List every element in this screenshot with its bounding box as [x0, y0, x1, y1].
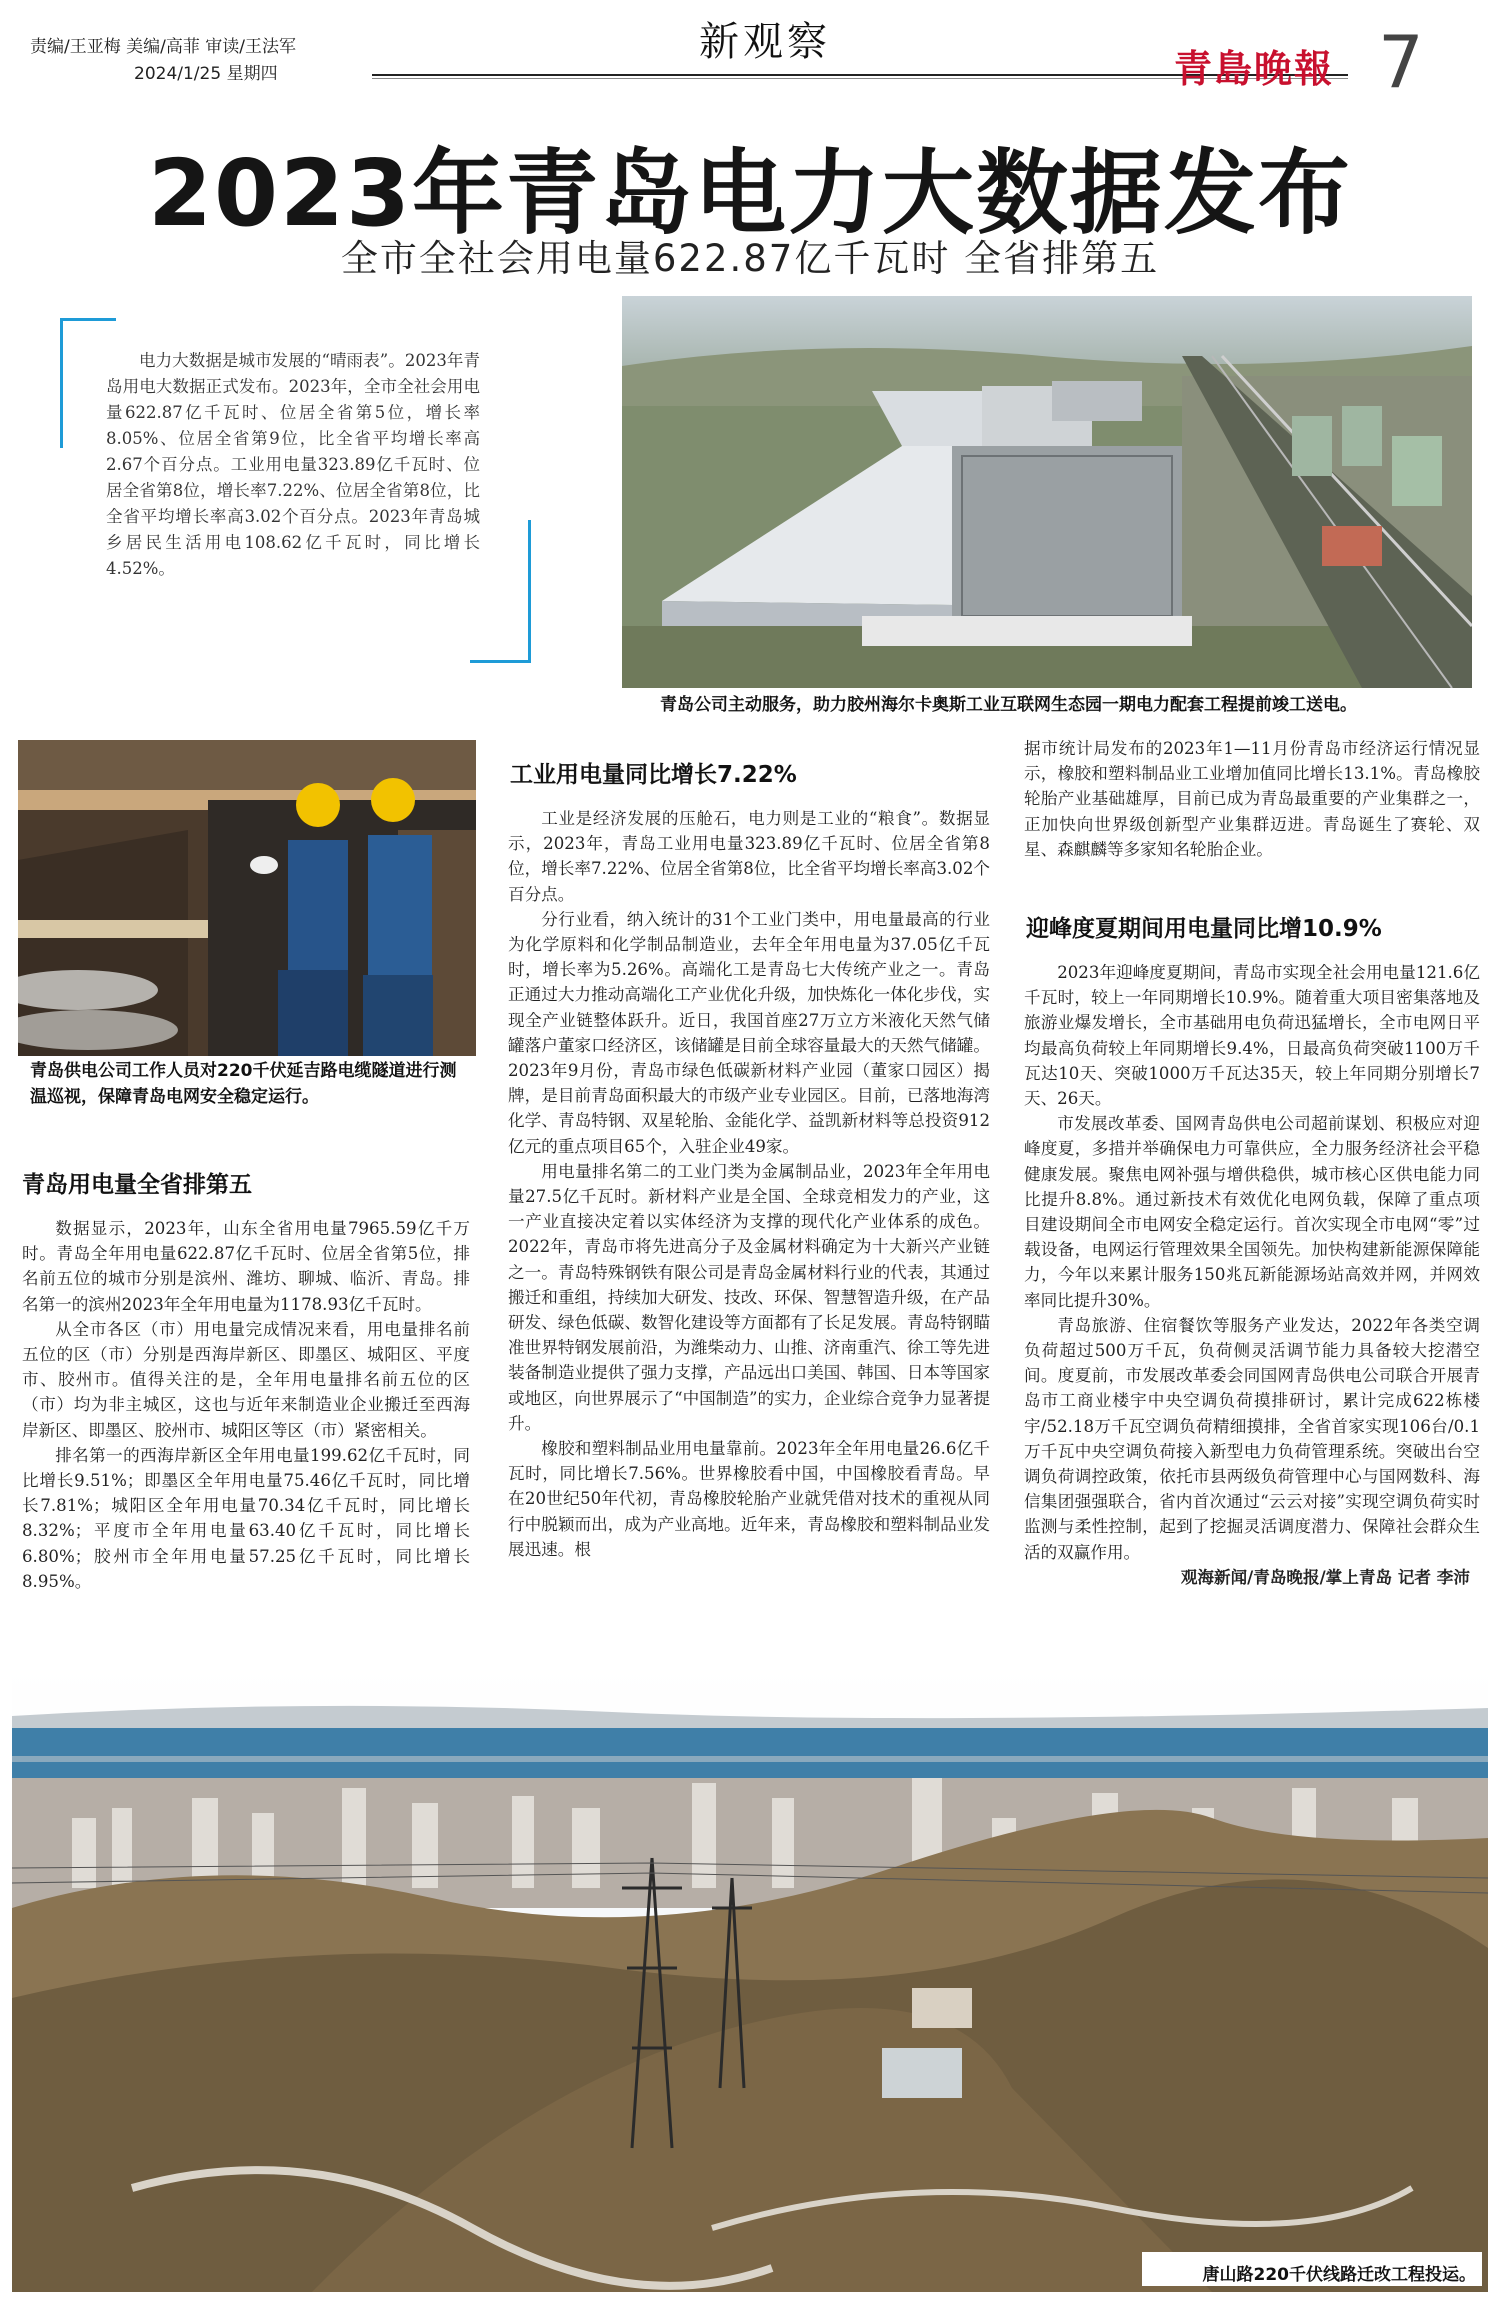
byline: 观海新闻/青岛晚报/掌上青岛 记者 李沛 [1180, 1567, 1470, 1587]
paragraph: 从全市各区（市）用电量完成情况来看，用电量排名前五位的区（市）分别是西海岸新区、即墨区、城阳区、平度市、胶州市。值得关注的是，全年用电量排名前五位的区（市）均为非主城区，这也与近年来制造业企业搬迁至西海岸新区、即墨区、胶州市、城阳区等区（市）紧密相关。 [22, 1319, 470, 1440]
caption-city-panorama: 唐山路220千伏线路迁改工程投运。 [1202, 2265, 1476, 2285]
page-number: 7 [1378, 20, 1424, 104]
lead-frame-top-left [60, 318, 63, 448]
paragraph: 2023年迎峰度夏期间，青岛市实现全社会用电量121.6亿千瓦时，较上一年同期增长10.9%。随着重大项目密集落地及旅游业爆发增长，全市基础用电负荷迅猛增长，全市电网日平均最高负荷较上年同期增长9.4%，日最高负荷突破1100万千瓦达10天、突破1000万千瓦达35天，较上年同期分别增长7天、26天。 [1024, 963, 1480, 1109]
paragraph: 据市统计局发布的2023年1—11月份青岛市经济运行情况显示，橡胶和塑料制品业工业增加值同比增长13.1%。青岛橡胶轮胎产业基础雄厚，目前已成为青岛最重要的产业集群之一，正加快向世界级创新型产业集群迈进。青岛诞生了赛轮、双星、森麒麟等多家知名轮胎企业。 [1024, 739, 1480, 859]
caption-industrial-park: 青岛公司主动服务，助力胶州海尔卡奥斯工业互联网生态园一期电力配套工程提前竣工送电。 [660, 695, 1357, 715]
photo-cable-tunnel [18, 740, 476, 1056]
article-column-right [1024, 960, 1480, 1590]
caption-cable-tunnel: 青岛供电公司工作人员对220千伏延吉路电缆隧道进行测温巡视，保障青岛电网安全稳定运行。 [30, 1061, 457, 1107]
masthead-meta [30, 34, 296, 88]
section-title-summer-peak: 迎峰度夏期间用电量同比增10.9% [1026, 916, 1382, 942]
paragraph: 青岛旅游、住宿餐饮等服务产业发达，2022年各类空调负荷超过500万千瓦，负荷侧灵活调节能力具备较大挖潜空间。度夏前，市发展改革委会同国网青岛供电公司联合开展青岛市工商业楼宇中央空调负荷摸排研讨，累计完成622栋楼宇/52.18万千瓦空调负荷精细摸排，全省首家实现106台/0.1万千瓦中央空调负荷接入新型电力负荷管理系统。突破出台空调负荷调控政策，依托市县两级负荷管理中心与国网数科、海信集团强强联合，省内首次通过“云云对接”实现空调负荷实时监测与柔性控制，起到了挖掘灵活调度潜力、保障社会群众生活的双赢作用。 [1024, 1315, 1480, 1562]
lead-paragraph: 电力大数据是城市发展的“晴雨表”。2023年青岛用电大数据正式发布。2023年，全市全社会用电量622.87亿千瓦时、位居全省第5位，增长率8.05%、位居全省第9位，比全省平均增长率高2.67个百分点。工业用电量323.89亿千瓦时、位居全省第8位，增长率7.22%、位居全省第8位，比全省平均增长率高3.02个百分点。2023年青岛城乡居民生活用电108.62亿千瓦时，同比增长4.52%。 [106, 351, 480, 578]
section-name: 新观察 [699, 19, 831, 65]
paragraph: 排名第一的西海岸新区全年用电量199.62亿千瓦时，同比增长9.51%；即墨区全年用电量75.46亿千瓦时，同比增长7.81%；城阳区全年用电量70.34亿千瓦时，同比增长8.32%；平度市全年用电量63.40亿千瓦时，同比增长6.80%；胶州市全年用电量57.25亿千瓦时，同比增长8.95%。 [22, 1445, 470, 1591]
newspaper-logo: 青島晚報 [1174, 46, 1335, 91]
lead-frame-top-edge [60, 318, 116, 321]
article-column-left [22, 1216, 470, 1594]
section-title-industrial: 工业用电量同比增长7.22% [510, 762, 797, 788]
headline: 2023年青岛电力大数据发布 [147, 140, 1353, 247]
lead-frame-bottom-edge [470, 660, 531, 663]
paragraph: 工业是经济发展的压舱石，电力则是工业的“粮食”。数据显示，2023年，青岛工业用电量323.89亿千瓦时、位居全省第8位，增长率7.22%、位居全省第8位，比全省平均增长率高3.02个百分点。 [508, 809, 990, 904]
section-title-rank: 青岛用电量全省排第五 [22, 1172, 252, 1198]
paragraph: 橡胶和塑料制品业用电量靠前。2023年全年用电量26.6亿千瓦时，同比增长7.56%。世界橡胶看中国，中国橡胶看青岛。早在20世纪50年代初，青岛橡胶轮胎产业就凭借对技术的重视从同行中脱颖而出，成为产业高地。近年来，青岛橡胶和塑料制品业发展迅速。根 [508, 1439, 990, 1559]
subheadline: 全市全社会用电量622.87亿千瓦时 全省排第五 [340, 237, 1160, 280]
editors-credit: 责编/王亚梅 美编/高菲 审读/王法军 [30, 37, 296, 57]
paragraph: 数据显示，2023年，山东全省用电量7965.59亿千万时。青岛全年用电量622.87亿千瓦时、位居全省第5位，排名前五位的城市分别是滨州、潍坊、聊城、临沂、青岛。排名第一的滨州2023年全年用电量为1178.93亿千瓦时。 [22, 1219, 470, 1314]
lead-frame-bottom-right [528, 520, 531, 660]
article-column-right-top [1024, 736, 1480, 862]
photo-city-panorama [12, 1668, 1488, 2292]
paragraph: 分行业看，纳入统计的31个工业门类中，用电量最高的行业为化学原料和化学制品制造业，去年全年用电量为37.05亿千瓦时，增长率为5.26%。高端化工是青岛七大传统产业之一。青岛正通过大力推动高端化工产业优化升级，加快炼化一体化步伐，实现全产业链整体跃升。近日，我国首座27万立方米液化天然气储罐落户董家口经济区，该储罐是目前全球容量最大的天然气储罐。2023年9月份，青岛市绿色低碳新材料产业园（董家口园区）揭牌，是目前青岛面积最大的市级产业专业园区。目前，已落地海湾化学、青岛特钢、双星轮胎、金能化学、益凯新材料等总投资912亿元的重点项目65个，入驻企业49家。 [508, 909, 990, 1156]
photo-industrial-park [622, 296, 1472, 688]
article-column-middle [508, 806, 990, 1562]
issue-date: 2024/1/25 星期四 [134, 64, 278, 84]
paragraph: 市发展改革委、国网青岛供电公司超前谋划、积极应对迎峰度夏，多措并举确保电力可靠供应，全力服务经济社会平稳健康发展。聚焦电网补强与增供稳供，城市核心区供电能力同比提升8.8%。通过新技术有效优化电网负载，保障了重点项目建设期间全市电网安全稳定运行。首次实现全市电网“零”过载设备，电网运行管理效果全国领先。加快构建新能源保障能力，今年以来累计服务150兆瓦新能源场站高效并网，并网效率同比提升30%。 [1024, 1114, 1480, 1310]
paragraph: 用电量排名第二的工业门类为金属制品业，2023年全年用电量27.5亿千瓦时。新材料产业是全国、全球竞相发力的产业，这一产业直接决定着以实体经济为支撑的现代化产业体系的成色。2022年，青岛市将先进高分子及金属材料确定为十大新兴产业链之一。青岛特殊钢铁有限公司是青岛金属材料行业的代表，其通过搬迁和重组，持续加大研发、技改、环保、智慧智造升级，在产品研发、绿色低碳、数智化建设等方面都有了长足发展。青岛特钢瞄准世界特钢发展前沿，为潍柴动力、山推、济南重汽、徐工等先进装备制造业提供了强力支撑，产品远出口美国、韩国、日本等国家或地区，向世界展示了“中国制造”的实力，企业综合竞争力显著提升。 [508, 1161, 990, 1433]
